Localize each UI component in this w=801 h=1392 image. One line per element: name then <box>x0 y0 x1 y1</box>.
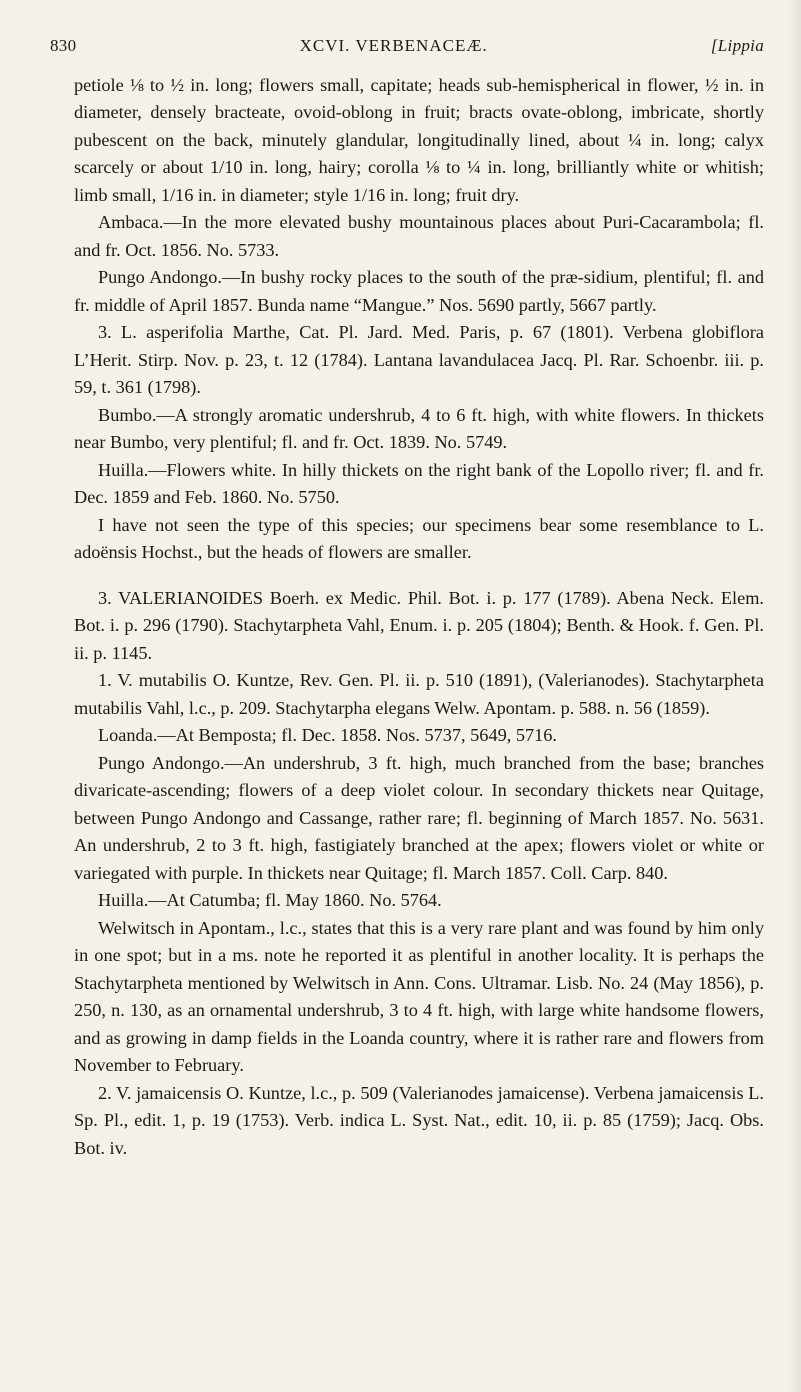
paragraph-ambaca: Ambaca.—In the more elevated bushy mountainous places about Puri-Cacarambola; fl. and fr. Oct. 1856. No. 5733. <box>74 212 764 260</box>
paragraph-pungo-andongo-2: Pungo Andongo.—An undershrub, 3 ft. high, much branched from the base; branches divaricate-ascending; flowers of a deep violet colour. In secondary thickets near Quitage, between Pungo Andongo and Cassange, rather rare; fl. beginning of March 1857. No. 5631. An undershrub, 2 to 3 ft. high, fastigiately branched at the apex; flowers violet or white or variegated with purple. In thickets near Quitage; fl. March 1857. Coll. Carp. 840. <box>74 752 764 883</box>
paragraph-jamaicensis: 2. V. jamaicensis O. Kuntze, l.c., p. 509 (Valerianodes jamaicense). Verbena jamaicensis L. Sp. Pl., edit. 1, p. 19 (1753). Verb. indica L. Syst. Nat., edit. 10, ii. p. 85 (1759); Jacq. Obs. Bot. iv. <box>74 1082 764 1158</box>
page-number: 830 <box>50 36 77 55</box>
genus-heading: [Lippia <box>710 36 764 55</box>
paragraph-valerianoides: 3. VALERIANOIDES Boerh. ex Medic. Phil. Bot. i. p. 177 (1789). Abena Neck. Elem. Bot. i. p. 296 (1790). Stachytarpheta Vahl, Enum. i. p. 205 (1804); Benth. & Hook. f. Gen. Pl. ii. p. 1145. <box>74 587 764 663</box>
paragraph-asperifolia: 3. L. asperifolia Marthe, Cat. Pl. Jard. Med. Paris, p. 67 (1801). Verbena globiflora L’Herit. Stirp. Nov. p. 23, t. 12 (1784). Lantana lavandulacea Jacq. Pl. Rar. Schoenbr. iii. p. 59, t. 361 (1798). <box>74 322 764 397</box>
paragraph-description: petiole ⅛ to ½ in. long; flowers small, capitate; heads sub-hemispherical in flower, ½ in. in diameter, densely bracteate, ovoid-oblong in fruit; bracts ovate-oblong, imbricate, shortly pubescent on the back, minutely glandular, longitudinally lined, about ¼ in. long; calyx scarcely or about 1/10 in. long, hairy; corolla ⅛ to ¼ in. long, brilliantly white or whitish; limb small, 1/16 in. in diameter; style 1/16 in. long; fruit dry. <box>74 74 764 205</box>
paragraph-pungo-andongo: Pungo Andongo.—In bushy rocky places to the south of the præ-sidium, plentiful; fl. and fr. middle of April 1857. Bunda name “Mangue.” Nos. 5690 partly, 5667 partly. <box>74 267 764 315</box>
paragraph-huilla-2: Huilla.—At Catumba; fl. May 1860. No. 5764. <box>98 890 442 910</box>
paragraph-huilla: Huilla.—Flowers white. In hilly thickets on the right bank of the Lopollo river; fl. and fr. Dec. 1859 and Feb. 1860. No. 5750. <box>74 459 764 507</box>
chapter-title: XCVI. VERBENACEÆ. <box>299 36 488 55</box>
section-gap <box>74 567 764 585</box>
page-edge <box>787 0 801 1392</box>
paragraph-bumbo: Bumbo.—A strongly aromatic undershrub, 4 to 6 ft. high, with white flowers. In thickets near Bumbo, very plentiful; fl. and fr. Oct. 1839. No. 5749. <box>74 404 764 452</box>
paragraph-mutabilis: 1. V. mutabilis O. Kuntze, Rev. Gen. Pl. ii. p. 510 (1891), (Valerianodes). Stachytarpheta mutabilis Vahl, l.c., p. 209. Stachytarpha elegans Welw. Apontam. p. 588. n. 56 (1859). <box>74 670 764 718</box>
book-page <box>50 32 764 1162</box>
running-header <box>50 32 764 60</box>
paragraph-welwitsch: Welwitsch in Apontam., l.c., states that this is a very rare plant and was found by him only in one spot; but in a ms. note he reported it as plentiful in another locality. It is perhaps the Stachytarpheta mentioned by Welwitsch in Ann. Cons. Ultramar. Lisb. No. 24 (May 1856), p. 250, n. 130, as an ornamental undershrub, 3 to 4 ft. high, with large white handsome flowers, and as growing in damp fields in the Loanda country, where it is rather rare and flowers from November to February. <box>74 917 764 1075</box>
paragraph-loanda: Loanda.—At Bemposta; fl. Dec. 1858. Nos. 5737, 5649, 5716. <box>98 725 558 745</box>
paragraph-note: I have not seen the type of this species; our specimens bear some resemblance to L. adoënsis Hochst., but the heads of flowers are smaller. <box>74 514 764 562</box>
